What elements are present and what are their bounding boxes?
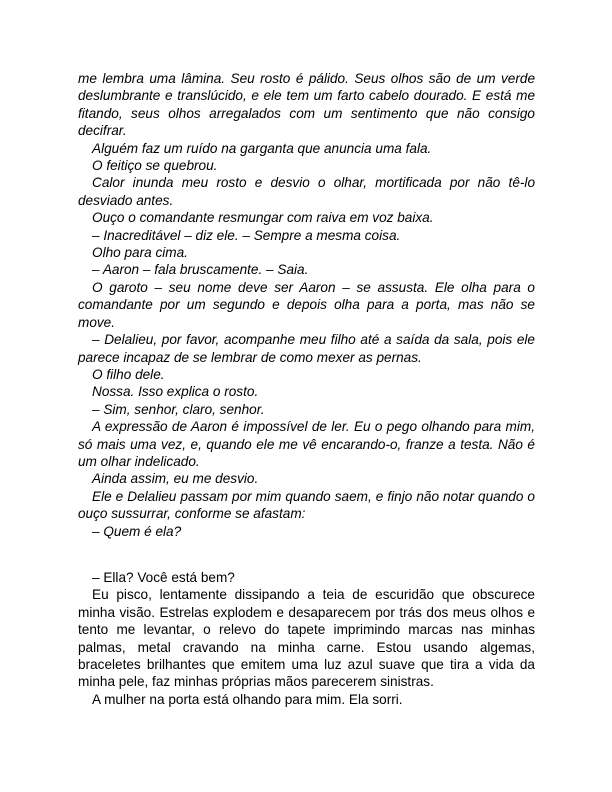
document-page — [78, 70, 535, 708]
regular-section — [78, 569, 535, 708]
paragraph: Ouço o comandante resmungar com raiva em voz baixa. — [92, 210, 434, 226]
paragraph: – Sim, senhor, claro, senhor. — [92, 401, 265, 417]
italic-section — [78, 70, 535, 540]
paragraph: Ainda assim, eu me desvio. — [92, 471, 259, 487]
paragraph: Calor inunda meu rosto e desvio o olhar, mortificada por não tê-lo desviado antes. — [78, 175, 535, 208]
section-break — [78, 540, 535, 569]
paragraph: O filho dele. — [92, 366, 165, 382]
paragraph: Nossa. Isso explica o rosto. — [92, 384, 259, 400]
paragraph: O feitiço se quebrou. — [92, 158, 218, 174]
paragraph: Olho para cima. — [92, 245, 188, 261]
paragraph: O garoto – seu nome deve ser Aaron – se assusta. Ele olha para o comandante por um segundo e depois olha para a porta, mas não se move. — [78, 279, 535, 330]
paragraph: A mulher na porta está olhando para mim. Ela sorri. — [92, 691, 403, 707]
paragraph: – Quem é ela? — [92, 523, 182, 539]
paragraph: Eu pisco, lentamente dissipando a teia de escuridão que obscurece minha visão. Estrelas explodem e desaparecem por trás dos meus olhos e tento me levantar, o relevo do tapete imprimindo marcas nas minhas palmas, metal cravando na minha carne. Estou usando algemas, braceletes brilhantes que emitem uma luz azul suave que tira a vida da minha pele, faz minhas próprias mãos parecerem sinistras. — [78, 587, 535, 690]
paragraph: Alguém faz um ruído na garganta que anuncia uma fala. — [92, 140, 432, 156]
paragraph: – Delalieu, por favor, acompanhe meu filho até a saída da sala, pois ele parece incapaz de se lembrar de como mexer as pernas. — [78, 332, 535, 365]
paragraph: me lembra uma lâmina. Seu rosto é pálido. Seus olhos são de um verde deslumbrante e translúcido, e ele tem um farto cabelo dourado. E está me fitando, seus olhos arregalados com um sentimento que não consigo decifrar. — [78, 71, 535, 139]
paragraph: A expressão de Aaron é impossível de ler. Eu o pego olhando para mim, só mais uma vez, e, quando ele me vê encarando-o, franze a testa. Não é um olhar indelicado. — [78, 419, 535, 469]
paragraph: – Inacreditável – diz ele. – Sempre a mesma coisa. — [92, 227, 401, 243]
paragraph: – Aaron – fala bruscamente. – Saia. — [92, 262, 309, 278]
paragraph: – Ella? Você está bem? — [92, 569, 235, 585]
paragraph: Ele e Delalieu passam por mim quando saem, e finjo não notar quando o ouço sussurrar, conforme se afastam: — [78, 488, 535, 522]
